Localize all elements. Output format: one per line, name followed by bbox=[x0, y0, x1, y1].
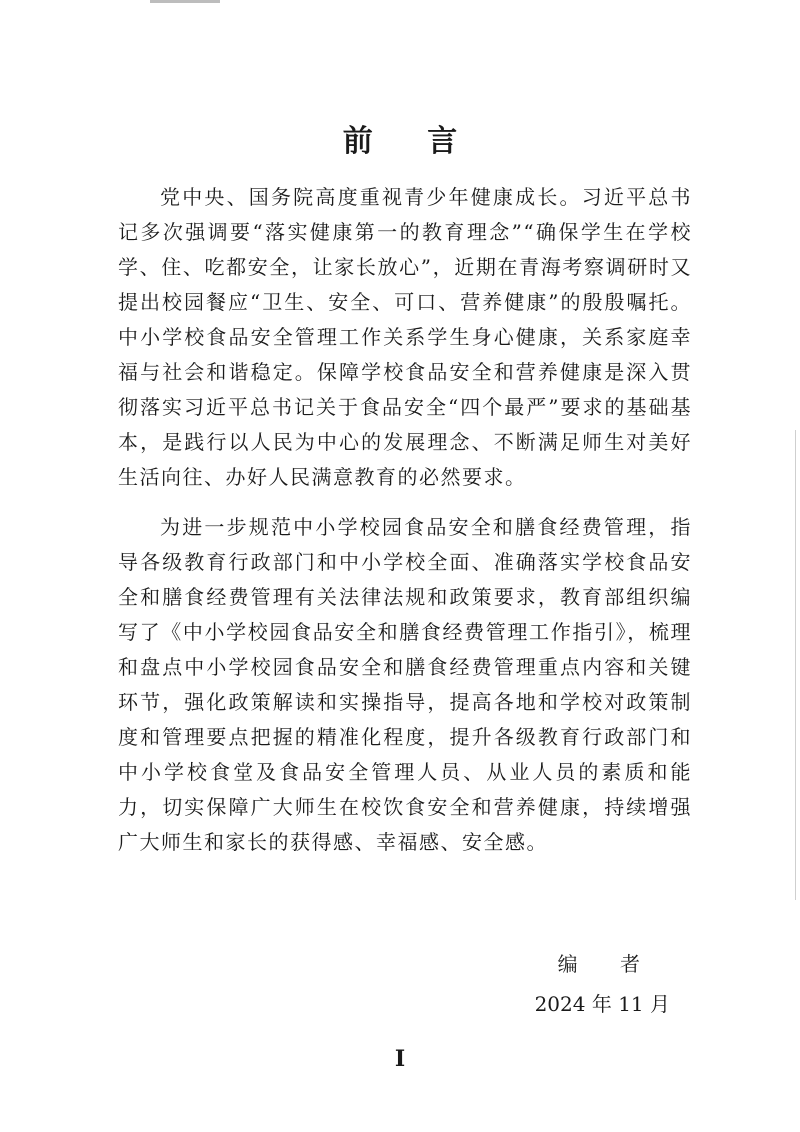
author-signature: 编 者 bbox=[557, 952, 658, 976]
preface-body bbox=[118, 180, 692, 860]
page-title: 前 言 bbox=[342, 124, 480, 160]
paragraph-1: 党中央、国务院高度重视青少年健康成长。习近平总书记多次强调要“落实健康第一的教育理念”“确保学生在学校学、住、吃都安全，让家长放心”，近期在青海考察调研时又提出校园餐应“卫生、安全、可口、营养健康”的殷殷嘱托。中小学校食品安全管理工作关系学生身心健康，关系家庭幸福与社会和谐稳定。保障学校食品安全和营养健康是深入贯彻落实习近平总书记关于食品安全“四个最严”要求的基础基本，是践行以人民为中心的发展理念、不断满足师生对美好生活向往、办好人民满意教育的必然要求。 bbox=[118, 185, 692, 489]
page-number: I bbox=[394, 1046, 406, 1072]
scan-edge-line bbox=[795, 430, 796, 900]
scan-top-mark bbox=[150, 0, 220, 3]
paragraph-2: 为进一步规范中小学校园食品安全和膳食经费管理，指导各级教育行政部门和中小学校全面、准确落实学校食品安全和膳食经费管理有关法律法规和政策要求，教育部组织编写了《中小学校园食品安全和膳食经费管理工作指引》，梳理和盘点中小学校园食品安全和膳食经费管理重点内容和关键环节，强化政策解读和实操指导，提高各地和学校对政策制度和管理要点把握的精准化程度，提升各级教育行政部门和中小学校食堂及食品安全管理人员、从业人员的素质和能力，切实保障广大师生在校饮食安全和营养健康，持续增强广大师生和家长的获得感、幸福感、安全感。 bbox=[118, 515, 692, 854]
signature-date: 2024 年 11 月 bbox=[534, 992, 670, 1016]
signature-block bbox=[535, 944, 670, 1024]
